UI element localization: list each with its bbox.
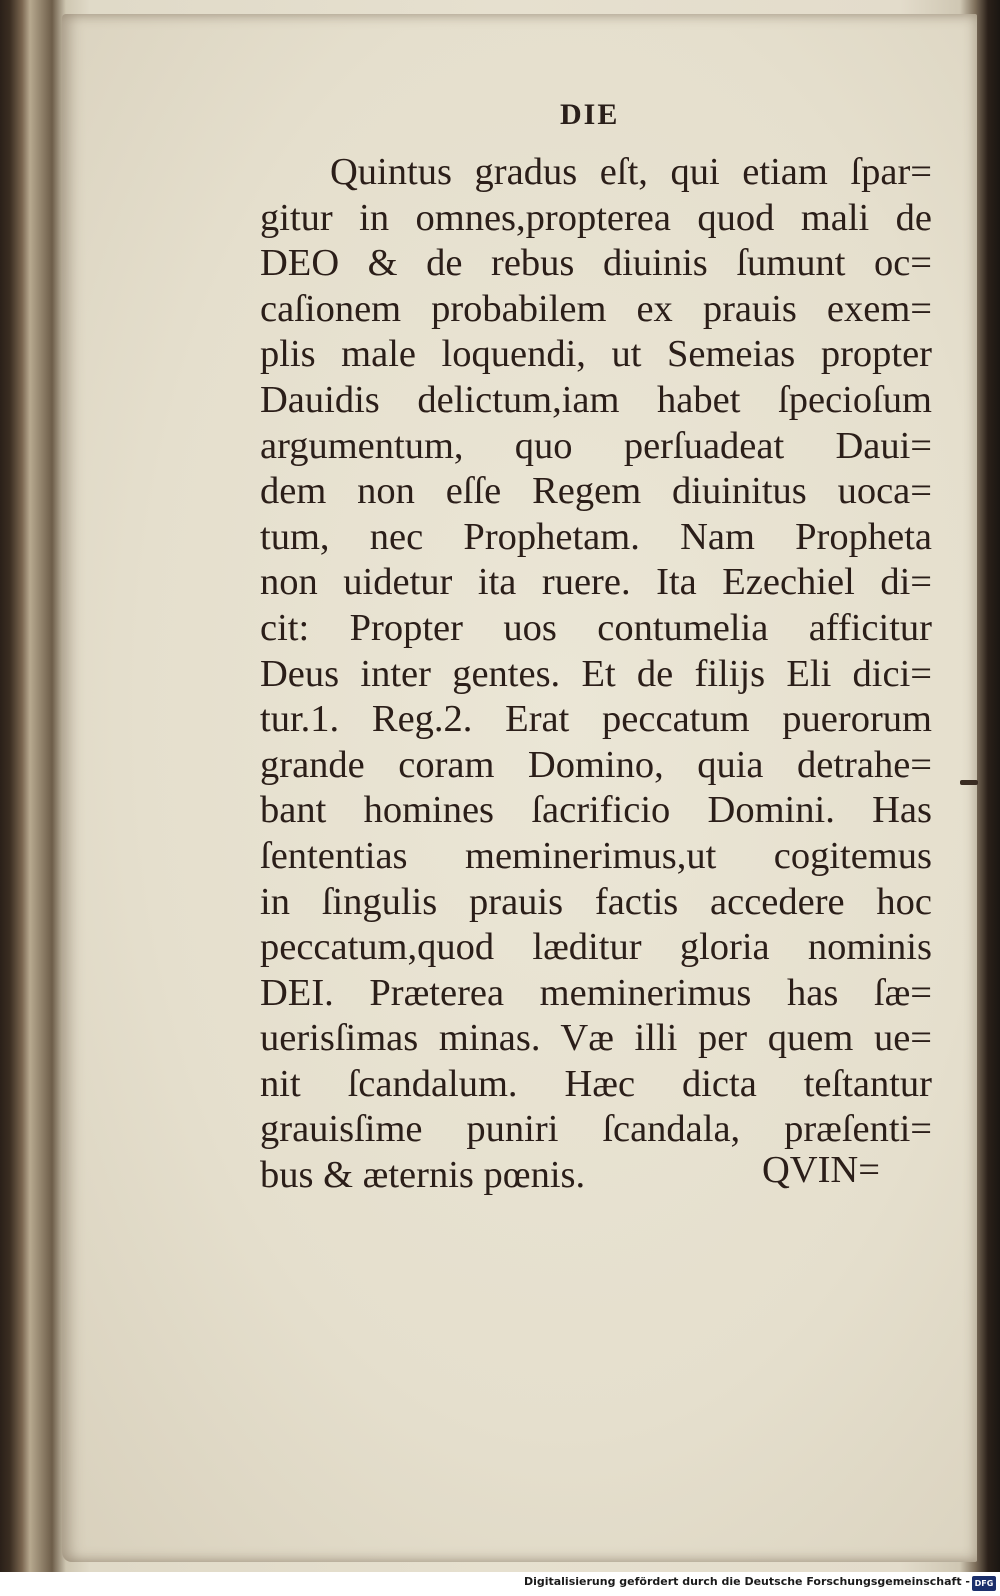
text-line: non uidetur ita ruere. Ita Ezechiel di=: [260, 561, 932, 604]
text-line: plis male loquendi, ut Semeias propter: [260, 333, 932, 376]
text-line: grande coram Domino, quia detrahe=: [260, 743, 932, 786]
text-line: Deus inter gentes. Et de filijs Eli dici=: [260, 652, 932, 695]
text-line: argumentum, quo perſuadeat Daui=: [260, 424, 932, 467]
text-line: nit ſcandalum. Hæc dicta teſtantur: [260, 1062, 932, 1105]
text-line: tum, nec Prophetam. Nam Propheta: [260, 515, 932, 558]
text-line: DEO & de rebus diuinis ſumunt oc=: [260, 242, 932, 285]
text-line: Quintus gradus eſt, qui etiam ſpar=: [330, 151, 932, 193]
funding-credit: Digitalisierung gefördert durch die Deutsche Forschungsgemeinschaft -: [523, 1575, 970, 1588]
text-line: DEI. Præterea meminerimus has ſæ=: [260, 971, 932, 1014]
text-line: tur.1. Reg.2. Erat peccatum puerorum: [260, 698, 932, 741]
text-line: bus & æternis pœnis.: [260, 1154, 586, 1197]
text-line: caſionem probabilem ex prauis exem=: [260, 287, 932, 330]
running-head: DIE: [560, 98, 620, 131]
text-line: dem non eſſe Regem diuinitus uoca=: [260, 470, 932, 513]
margin-mark: [960, 780, 978, 785]
text-line: peccatum,quod læditur gloria nominis: [260, 926, 932, 969]
text-line: bant homines ſacrificio Domini. Has: [260, 789, 932, 832]
dfg-logo: DFG: [972, 1576, 996, 1591]
text-line: cit: Propter uos contumelia afficitur: [260, 606, 932, 649]
footer-bar: [0, 1572, 1000, 1596]
text-line: ſententias meminerimus,ut cogitemus: [260, 834, 932, 877]
text-line: grauisſime puniri ſcandala, præſenti=: [260, 1108, 932, 1151]
text-line: gitur in omnes,propterea quod mali de: [260, 196, 932, 239]
catchword: QVIN=: [762, 1149, 880, 1191]
text-line: in ſingulis prauis factis accedere hoc: [260, 880, 932, 923]
body-text: [260, 150, 932, 1199]
text-line: uerisſimas minas. Væ illi per quem ue=: [260, 1017, 932, 1060]
text-line: Dauidis delictum,iam habet ſpecioſum: [260, 378, 932, 421]
